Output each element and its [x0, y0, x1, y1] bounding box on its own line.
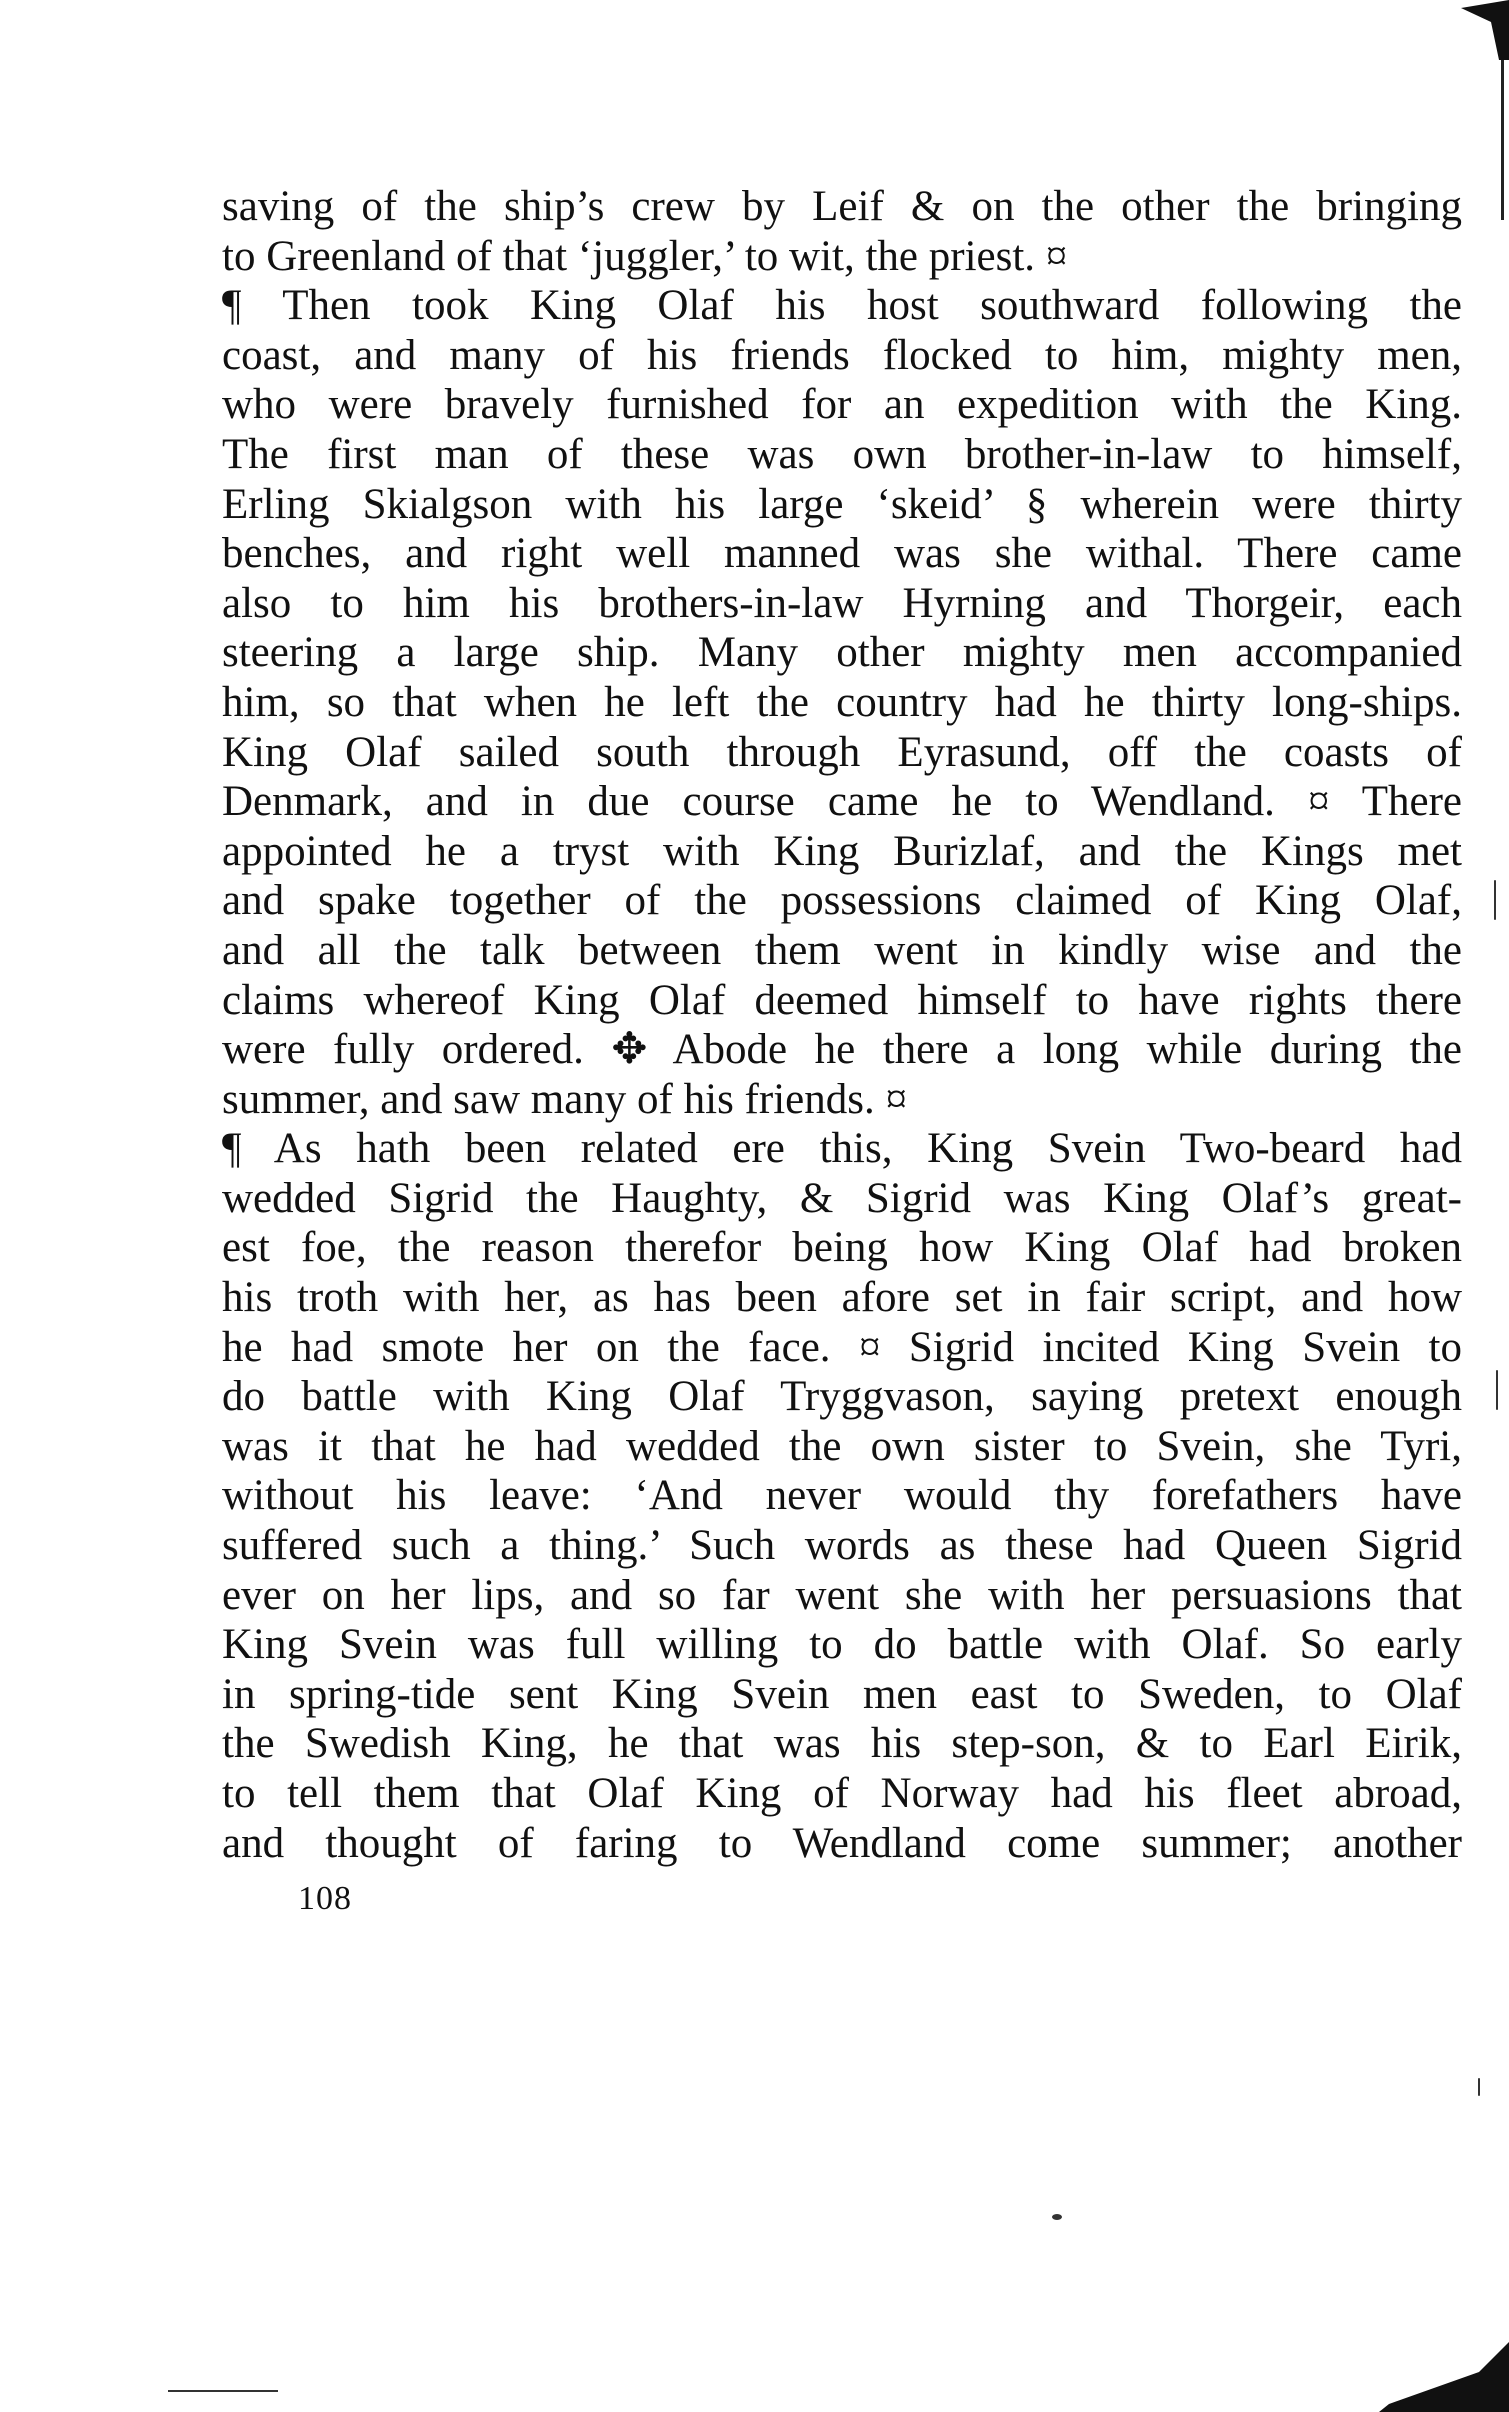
text-line: ¶ As hath been related ere this, King Svein Two-beard had [222, 1125, 1462, 1173]
text-line: the Swedish King, he that was his step-son, & to Earl Eirik, [222, 1720, 1462, 1768]
text-line: and thought of faring to Wendland come summer; another [222, 1819, 1462, 1867]
text-line: Erling Skialgson with his large ‘skeid’ § wherein were thirty [222, 480, 1462, 528]
text-line: in spring-tide sent King Svein men east to Sweden, to Olaf [222, 1670, 1462, 1718]
text-line: do battle with King Olaf Tryggvason, saying pretext enough [222, 1373, 1462, 1421]
text-line: ever on her lips, and so far went she with her persuasions that [222, 1571, 1462, 1619]
text-line: suffered such a thing.’ Such words as these had Queen Sigrid [222, 1522, 1462, 1570]
text-line: est foe, the reason therefor being how King Olaf had broken [222, 1224, 1462, 1272]
text-line: who were bravely furnished for an expedition with the King. [222, 381, 1462, 429]
text-line: claims whereof King Olaf deemed himself to have rights there [222, 976, 1462, 1024]
text-line: benches, and right well manned was she withal. There came [222, 530, 1462, 578]
body-text [222, 182, 1462, 1868]
text-line: ¶ Then took King Olaf his host southward following the [222, 282, 1462, 330]
text-line: without his leave: ‘And never would thy forefathers have [222, 1472, 1462, 1520]
text-line: were fully ordered. ✥ Abode he there a long while during the [222, 1026, 1462, 1074]
page-edge-line [1501, 60, 1504, 220]
text-line: steering a large ship. Many other mighty men accompanied [222, 629, 1462, 677]
ink-speck [1496, 1370, 1498, 1410]
page-edge-line [168, 2390, 278, 2392]
text-line: Denmark, and in due course came he to Wendland. ¤ There [222, 778, 1462, 826]
text-line: to Greenland of that ‘juggler,’ to wit, the priest. ¤ [222, 232, 1068, 280]
text-line: was it that he had wedded the own sister to Svein, she Tyri, [222, 1422, 1462, 1470]
text-line: King Svein was full willing to do battle with Olaf. So early [222, 1621, 1462, 1669]
text-line: The first man of these was own brother-in-law to himself, [222, 430, 1462, 478]
text-line: saving of the ship’s crew by Leif & on the other the bringing [222, 183, 1462, 230]
text-line: also to him his brothers-in-law Hyrning and Thorgeir, each [222, 579, 1462, 627]
page-corner-mark [1461, 0, 1509, 60]
text-line: and all the talk between them went in kindly wise and the [222, 926, 1462, 974]
text-line: summer, and saw many of his friends. ¤ [222, 1075, 907, 1123]
text-line: him, so that when he left the country had he thirty long-ships. [222, 678, 1462, 726]
text-line: he had smote her on the face. ¤ Sigrid incited King Svein to [222, 1323, 1462, 1371]
text-line: his troth with her, as has been afore set in fair script, and how [222, 1274, 1462, 1322]
page-corner-mark [1359, 2332, 1509, 2412]
text-line: appointed he a tryst with King Burizlaf, and the Kings met [222, 827, 1462, 875]
page-number: 108 [298, 1880, 352, 1917]
text-line: wedded Sigrid the Haughty, & Sigrid was King Olaf’s great- [222, 1174, 1462, 1222]
ink-speck [1052, 2214, 1062, 2220]
text-line: to tell them that Olaf King of Norway had his fleet abroad, [222, 1770, 1462, 1817]
text-line: and spake together of the possessions claimed of King Olaf, [222, 877, 1462, 925]
text-line: coast, and many of his friends flocked to him, mighty men, [222, 331, 1462, 379]
text-line: King Olaf sailed south through Eyrasund, off the coasts of [222, 728, 1462, 776]
ink-speck [1478, 2078, 1480, 2096]
ink-speck [1494, 880, 1496, 920]
